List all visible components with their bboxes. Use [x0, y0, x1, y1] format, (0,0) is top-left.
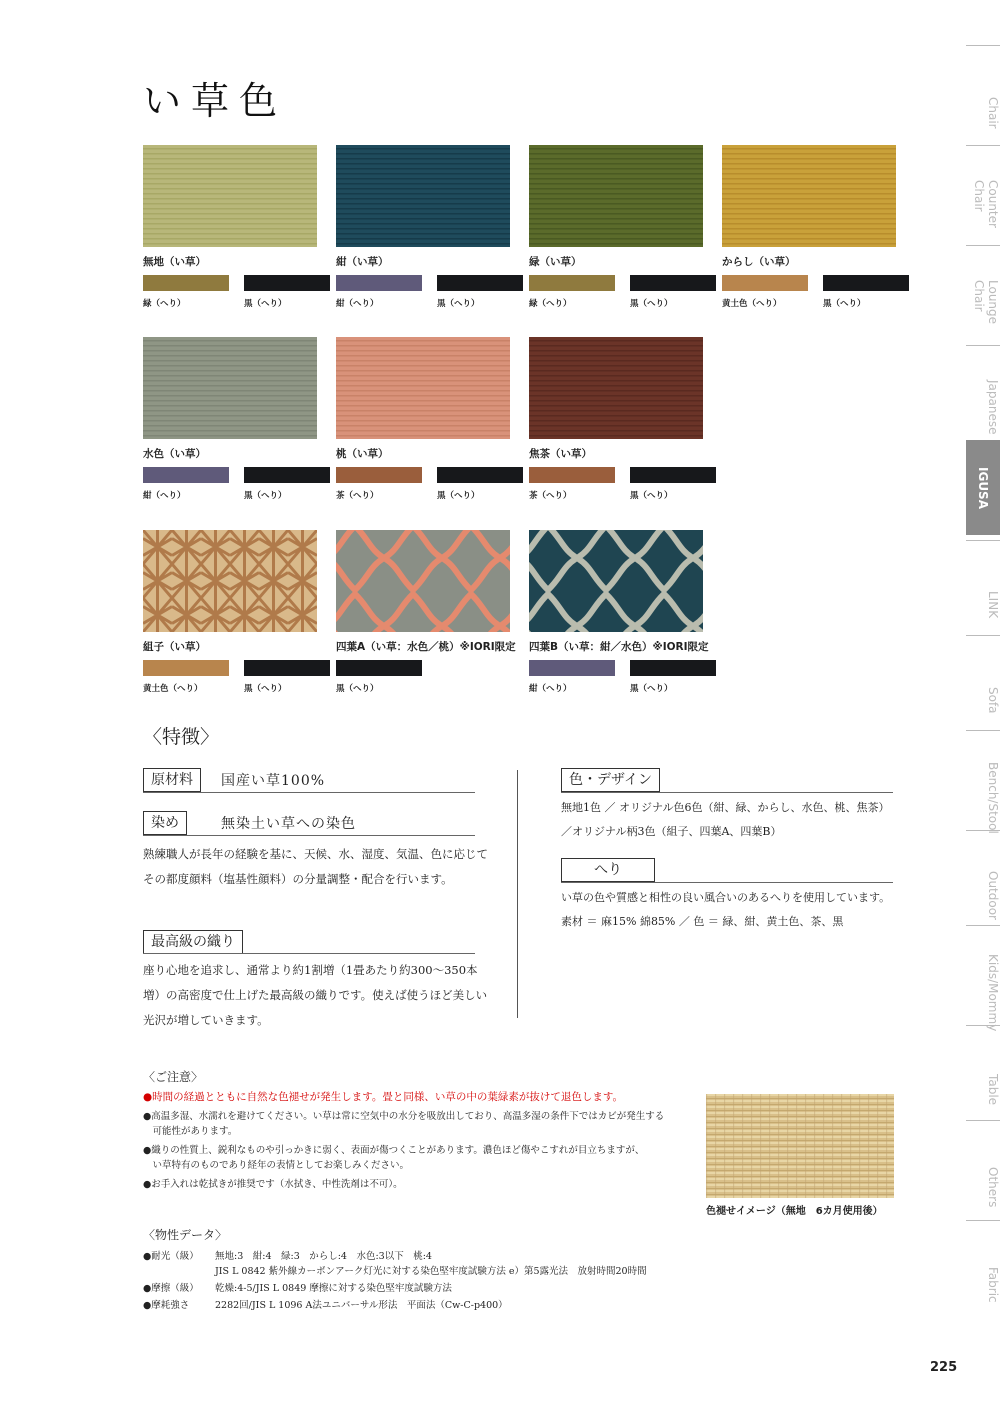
swatch-texture [529, 145, 703, 247]
swatch-name: 緑（い草） [529, 256, 582, 268]
side-nav [966, 0, 1000, 1415]
hem-color-bar [529, 275, 615, 291]
hem-label: 黒（へり） [244, 684, 287, 694]
note-item: ●織りの性質上、鋭利なものや引っかきに弱く、表面が傷つくことがあります。濃色ほど傷やこすれが目立ちますが、 い草特有のものであり経年の表情としてお楽しみください。 [143, 1145, 645, 1171]
dye-value: 無染土い草への染色 [221, 816, 356, 832]
hem-color-bar [244, 467, 330, 483]
hem-label: 黒（へり） [437, 299, 480, 309]
hem-label: 緑（へり） [143, 299, 186, 309]
swatch-texture [143, 530, 317, 632]
color-design-underline [561, 792, 893, 793]
swatch-card [336, 530, 516, 694]
material-label: 原材料 [143, 768, 201, 792]
swatch-name: 紺（い草） [336, 256, 389, 268]
hem-swatch [244, 660, 330, 694]
fade-image [706, 1094, 894, 1198]
swatch-texture [336, 337, 510, 439]
hem-swatch [722, 275, 808, 309]
hem-color-bar [823, 275, 909, 291]
swatch-name: 無地（い草） [143, 256, 206, 268]
physical-data-table [143, 1248, 647, 1314]
nav-item-chair[interactable]: Chair [986, 96, 1000, 129]
hem-swatch [244, 275, 330, 309]
hem-swatch [529, 275, 615, 309]
color-design-description: 無地1色 ／ オリジナル色6色（紺、緑、からし、水色、桃、焦茶） ／オリジナル柄3色（組子、四葉A、四葉B） [561, 801, 890, 838]
swatch-name: 焦茶（い草） [529, 448, 592, 460]
note-item: ●お手入れは乾拭きが推奨です（水拭き、中性洗剤は不可）。 [143, 1179, 403, 1190]
weave-underline [143, 953, 475, 954]
hem-swatch [336, 275, 422, 309]
dye-description: 熟練職人が長年の経験を基に、天候、水、湿度、気温、色に応じて その都度顔料（塩基性顔料）の分量調整・配合を行います。 [143, 847, 488, 886]
hem-color-bar [722, 275, 808, 291]
hem-color-bar [630, 660, 716, 676]
hem-label: 黒（へり） [630, 299, 673, 309]
swatch-card [143, 145, 317, 309]
hem-swatch [630, 660, 716, 694]
nav-item-fabric[interactable]: Fabric [986, 1267, 1000, 1303]
hem-label: 黒（へり） [244, 491, 287, 501]
hem-color-bar [143, 660, 229, 676]
hem-color-bar [336, 467, 422, 483]
nav-item-outdoor[interactable]: Outdoor [986, 870, 1000, 920]
nav-item-counter-chair[interactable]: Counter Chair [972, 180, 1000, 228]
hem-color-bar [437, 275, 523, 291]
physical-heading: 〈物性データ〉 [143, 1228, 228, 1242]
hem-swatch [529, 660, 615, 694]
nav-item-others[interactable]: Others [986, 1167, 1000, 1208]
swatch-card [336, 337, 510, 501]
swatch-texture [722, 145, 896, 247]
swatch-texture [336, 530, 510, 632]
swatch-name: 四葉B（い草：紺／水色）※IORI限定 [529, 641, 709, 653]
nav-item-igusa[interactable]: IGUSA [966, 440, 1000, 535]
hem-color-bar [244, 275, 330, 291]
hem-label: 黒（へり） [244, 299, 287, 309]
swatch-card [529, 530, 709, 694]
swatch-card [722, 145, 896, 309]
hem-label: 茶（へり） [336, 491, 379, 501]
swatch-name: からし（い草） [722, 256, 796, 268]
page-number: 225 [930, 1360, 958, 1375]
swatch-texture [143, 337, 317, 439]
hem-label: 黒（へり） [336, 684, 379, 694]
nav-item-table[interactable]: Table [986, 1074, 1000, 1106]
hem-label: 黒（へり） [630, 491, 673, 501]
hem-label: 紺（へり） [336, 299, 379, 309]
hem-swatch [143, 467, 229, 501]
notes-list [143, 1090, 693, 1196]
hem-swatch [143, 275, 229, 309]
fade-texture [706, 1094, 894, 1198]
hem-swatch [244, 467, 330, 501]
hem-swatch [336, 660, 422, 694]
hem-label: 紺（へり） [529, 684, 572, 694]
hem-swatch [336, 467, 422, 501]
material-value: 国産い草100% [221, 773, 326, 789]
swatch-card [529, 145, 703, 309]
hem-color-bar [336, 275, 422, 291]
swatch-card [143, 530, 317, 694]
color-design-label: 色・デザイン [561, 768, 660, 792]
hem-label: 黒（へり） [823, 299, 866, 309]
nav-item-sofa[interactable]: Sofa [986, 686, 1000, 714]
hem-swatch [437, 467, 523, 501]
hem-color-bar [143, 275, 229, 291]
hem-color-bar [630, 467, 716, 483]
hem-description: い草の色や質感と相性の良い風合いのあるへりを使用しています。 素材 ＝ 麻15% 綿85% ／ 色 ＝ 緑、紺、黄土色、茶、黒 [561, 891, 891, 928]
table-row: ●摩耗強さ 2282回/JIS L 1096 A法ユニバーサル形法 平面法（Cw-C-p400） [143, 1300, 508, 1311]
nav-item-bench-stool[interactable]: Bench/Stool [986, 761, 1000, 834]
nav-item-lounge-chair[interactable]: Lounge Chair [972, 280, 1000, 325]
swatch-card [529, 337, 703, 501]
column-divider [517, 770, 518, 1018]
hem-swatch [437, 275, 523, 309]
hem-color-bar [529, 660, 615, 676]
swatch-name: 四葉A（い草：水色／桃）※IORI限定 [336, 641, 516, 653]
nav-item-japanese[interactable]: Japanese [986, 380, 1000, 435]
swatch-name: 桃（い草） [336, 448, 389, 460]
hem-swatch [143, 660, 229, 694]
notes-heading: 〈ご注意〉 [143, 1070, 204, 1084]
hem-swatch [630, 467, 716, 501]
swatch-texture [529, 530, 703, 632]
hem-label: 黒（へり） [630, 684, 673, 694]
note-item: ●高温多湿、水濡れを避けてください。い草は常に空気中の水分を吸放出しており、高温多湿の条件下ではカビが発生する 可能性があります。 [143, 1111, 665, 1137]
hem-label: 黄土色（へり） [143, 684, 203, 694]
table-row: ●摩擦（級） 乾燥:4-5/JIS L 0849 摩擦に対する染色堅牢度試験方法 [143, 1283, 452, 1294]
page-title: い草色 [143, 79, 288, 123]
hem-color-bar [529, 467, 615, 483]
hem-swatch [630, 275, 716, 309]
hem-color-bar [437, 467, 523, 483]
nav-item-kids-mommy[interactable]: Kids/Mommy [986, 953, 1000, 1032]
dye-label: 染め [143, 811, 187, 835]
weave-label: 最高級の織り [143, 930, 243, 954]
swatch-texture [336, 145, 510, 247]
swatch-texture [529, 337, 703, 439]
hem-label: 黄土色（へり） [722, 299, 782, 309]
hem-swatch [529, 467, 615, 501]
hem-label: 緑（へり） [529, 299, 572, 309]
swatch-card [143, 337, 317, 501]
fade-caption: 色褪せイメージ（無地 6カ月使用後） [706, 1206, 883, 1217]
hem-color-bar [630, 275, 716, 291]
hem-color-bar [244, 660, 330, 676]
swatch-card [336, 145, 510, 309]
swatch-texture [143, 145, 317, 247]
table-row: ●耐光（級） 無地:3 紺:4 緑:3 からし:4 水色:3以下 桃:4 JIS L 0842 紫外線カーボンアーク灯光に対する染色堅牢度試験方法 e）第5露光法 放射時間20時間 [143, 1251, 647, 1277]
hem-label: へり [561, 858, 655, 882]
hem-color-bar [336, 660, 422, 676]
hem-label: 茶（へり） [529, 491, 572, 501]
hem-swatch [823, 275, 909, 309]
swatch-name: 水色（い草） [143, 448, 206, 460]
features-heading: 〈特徴〉 [143, 726, 220, 748]
material-underline [143, 792, 475, 793]
hem-underline [561, 882, 893, 883]
dye-underline [143, 835, 475, 836]
hem-label: 黒（へり） [437, 491, 480, 501]
fade-warning: ●時間の経過とともに自然な色褪せが発生します。畳と同様、い草の中の葉緑素が抜けて退色します。 [143, 1091, 623, 1103]
hem-label: 紺（へり） [143, 491, 186, 501]
weave-description: 座り心地を追求し、通常より約1割増（1畳あたり約300～350本 増）の高密度で仕上げた最高級の織りです。使えば使うほど美しい 光沢が増していきます。 [143, 963, 488, 1027]
nav-item-link[interactable]: LINK [986, 591, 1000, 619]
swatch-name: 組子（い草） [143, 641, 206, 653]
hem-color-bar [143, 467, 229, 483]
